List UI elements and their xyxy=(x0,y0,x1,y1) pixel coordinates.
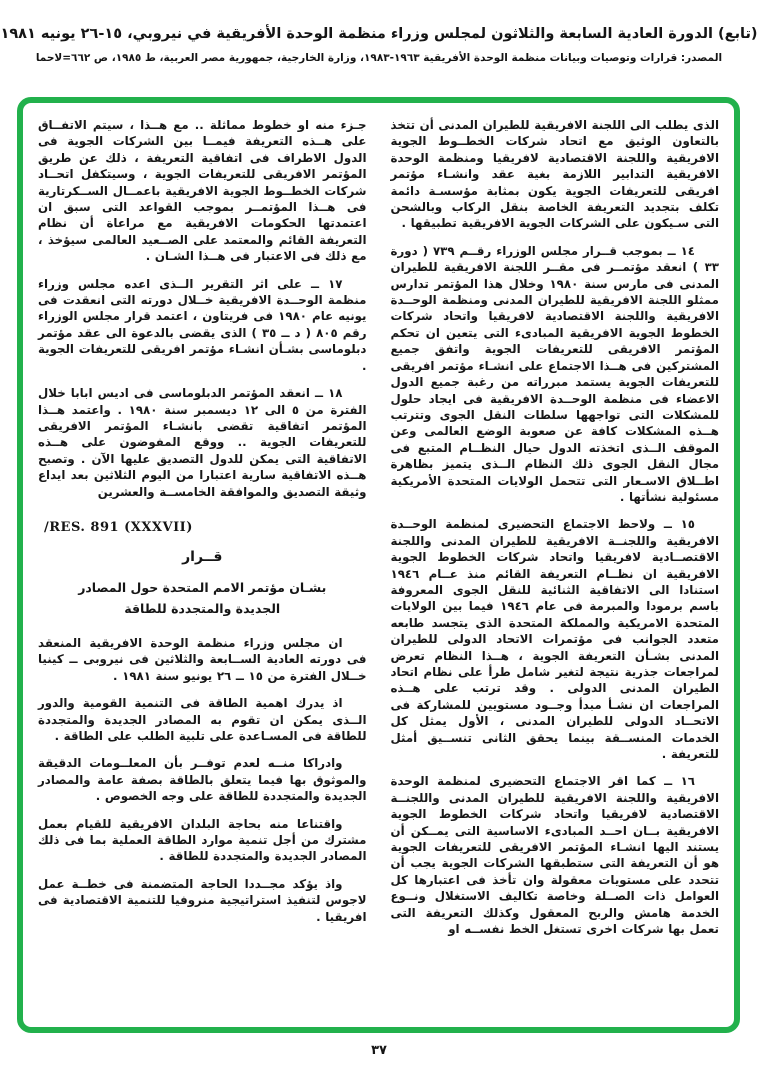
preamble-paragraph: ان مجلس وزراء منظمة الوحدة الافريقية المنعقد فى دورته العادية الســابعة والثلاثين فى نيروبى ــ كينيا خــلال الفترة من ١٥ ــ ٢٦ يونيو سنة ١٩٨١ . xyxy=(38,635,367,683)
green-frame xyxy=(17,97,740,1033)
left-column xyxy=(38,117,367,1027)
source-citation: المصدر: قرارات وتوصيات وبيانات منظمة الوحدة الأفريقية ١٩٦٣-١٩٨٣، وزارة الخارجية، جمهورية مصر العربية، ط ١٩٨٥، ص ٦٦٢=لاحما xyxy=(35,52,723,64)
session-title: (تابع) الدورة العادية السابعة والثلاثون لمجلس وزراء منظمة الوحدة الأفريقية في نيروبي، ١٥-٢٦ يونيه ١٩٨١ xyxy=(0,26,758,42)
decision-title: قــرار xyxy=(182,548,223,565)
decision-heading xyxy=(38,549,367,619)
paragraph-16: ١٦ ــ كما اقر الاجتماع التحضيرى لمنظمة الوحدة الافريقية واللجنة الافريقية للطيران المدنى واللجنــة الاقتصادية لافريقيا واتحاد شركات الخطوط الجوية الافريقية بــان احــد المبادىء الاساسية التى يمــكن أن يستند اليها انشـاء المؤتمر الافريقى للتعريفات الجوية هو أن التعريفة التى ستطبقها الشركات الجوية يجب أن تتحدد على مستويات معقولة وان تأخذ فى اعتبارها كل العوامل ذات الصــلة وخاصة تكاليف الاستغلال ونــوع الخدمة هامش والربح المعقول وكذلك التعريفة التى تعمل بها شركات اخرى تستغل الخط نفســه او xyxy=(390,774,719,937)
paragraph: الذى يطلب الى اللجنة الافريقية للطيران المدنى أن تتخذ بالتعاون الوثيق مع اتحاد شركات الخطــوط الجوية الافريقية واللجنة الاقتصادية لافريقيا ومنظمة الوحدة الافريقية التدابير اللازمة بغية عقد وانشـاء مؤتمر افريقى للتعريفات الجوية يكون بمثابة مؤسسـة دائمة تكلف بتجديد التعريفة الخاصة بنقل الركاب وبالشحن التى سـيكون على الشركات الجوية الافريقية تطبيقها . xyxy=(390,118,719,231)
preamble-paragraph: واذ يؤكد مجــددا الحاجة المتضمنة فى خطــة عمل لاجوس لتنفيذ استراتيجية منروفيا للتنمية الاقتصادية فى افريقيا . xyxy=(38,876,367,924)
preamble-paragraph: وادراكا منــه لعدم توفــر بأن المعلــومات الدقيقة والموثوق بها فيما يتعلق بالطاقة بصفة عامة والمصادر الجديدة والمتجددة للطاقة على وجه الخصوص . xyxy=(38,756,367,804)
paragraph-17: ١٧ ــ على اثر التقرير الــذى اعده مجلس وزراء منظمة الوحــدة الافريقية خــلال دورته التى انعقدت فى يونيه عام ١٩٨٠ فى فريتاون ، اعتمد قرار مجلس الوزراء رقم ٨٠٥ ( د ــ ٣٥ ) الذى يقضى بالدعوة الى عقد مؤتمر دبلوماسى بشـأن انشـاء مؤتمر افريقى للتعريفات الجوية . xyxy=(38,276,367,373)
paragraph: جـزء منه او خطوط مماثلة .. مع هــذا ، سيتم الاتفــاق على هــذه التعريفة فيمــا بين الشركات الجوية فى الدول الاطراف فى اتفاقية التعريفة ، ذلك عن طريق المؤتمر الافريقى للتعريفات الجوية ، وسيتكفل اتحــاد شركات الخطــوط الجوية الافريقية باعمــال الســكرتارية فى هــذا المؤتمــر بموجب القواعد التى سبق ان اعتمدتها الحكومات الافريقية مع مراعاة أن نظام التعريفة القائم والمعتمد على الصــعيد العالمى سيؤخذ ، مع ذلك فى الاعتبار فى هــذا الشـان . xyxy=(38,118,367,264)
page-header xyxy=(0,26,758,64)
resolution-reference: /RES. 891 (XXXVII) xyxy=(44,519,193,535)
paragraph-14: ١٤ ــ بموجب قــرار مجلس الوزراء رقــم ٧٣٩ ( دورة ٣٣ ) انعقد مؤتمــر فى مقــر اللجنة الافريقية للطيران المدنى فى مارس سنة ١٩٨٠ وخلال هذا المؤتمر تدارس ممثلو اللجنة الافريقية للطيران المدنى ومنظمة الوحــدة الافريقية واللجنة الاقتصادية لافريقيا واتحاد شركات الخطوط الجوية الافريقية المبادىء التى يتعين ان تحكم المؤتمر الافريقى للتعريفات الجوية واتفق جميع المشتركين فى هــذا الاجتماع على انشـاء مؤتمر افريقى للتعريفات الجوية يستمد مبرراته من رغبة جميع الدول الاعضاء فى منظمة الوحــدة الافريقية فى ايجاد حلول للمشكلات التى تواجهها سلطات النقل الجوى وتترتب هــذه المشكلات كافة عن صعوبة الوضع العالمى وعن الموقف الــذى اتخذته الدول حيال النظــام المتبع فى مجال النقل الجوى ذلك النظام الــذى يتميز بظاهرة اطــلاق الاسـعار التى تتحمل الولايات المتحدة الأمريكية مسئولية نشأتها . xyxy=(390,243,719,504)
two-column-text xyxy=(38,117,719,1027)
paragraph-15: ١٥ ــ ولاحظ الاجتماع التحضيرى لمنظمة الوحــدة الافريقية واللجنــة الافريقية للطيران المدنى واللجنة الاقتصــادية لافريقيا واتحاد شركات الخطوط الجوية الافريقية ان نظــام التعريفة القائم منذ عــام ١٩٤٦ استنادا الى الاتفاقية الثنائية للنقل الجوى المعروفة باسم برمودا والمبرمة فى عام ١٩٤٦ فيما بين الولايات المتحدة الامريكية والمملكة المتحدة الذى يتجسد طابعه متعدد الجوانب فى مؤتمرات الاتحاد الدولى للطيران المدنى بشـأن التعريفة الجوية ، هــذا النظام تعرض لمراجعات جذرية نتيجة لتغير شامل طرأ على نظام اتحاد الطيران المدنى الدولى . وقد ترتب على هــذه المراجعات ان نشـأ مبدأ وجــود مستويين للمشاركة فى الاتحــاد الدولى للطيران المدنى ، الأول يمثل كل الخدمات المنســقة بينما يحقق الثانى تنســيق أمثل للتعريفة . xyxy=(390,517,719,762)
paragraph-18: ١٨ ــ انعقد المؤتمر الدبلوماسى فى اديس ابابا خلال الفترة من ٥ الى ١٢ ديسمبر سنة ١٩٨٠ . واعتمد هــذا المؤتمر اتفاقية تقضى بانشـاء المؤتمر الافريقى للتعريفات الجوية .. ووقع المفوضون على هــذه الاتفاقية التى يمكن للدول التصديق عليها الآن . وتصبح هــذه الاتفاقية سارية اعتبارا من اليوم الثلاثين بعد ايداع وثيقة التصديق والموافقة الخامســة والعشرين xyxy=(38,386,367,499)
decision-subtitle-line2: الجديدة والمتجددة للطاقة xyxy=(124,600,281,616)
preamble-paragraph: اذ يدرك اهمية الطاقة فى التنمية القومية والدور الــذى يمكن ان تقوم به المصادر الجديدة والمتجددة للطاقة فى المسـاعدة على تلبية الطلب على الطاقة . xyxy=(38,696,367,743)
right-column xyxy=(391,117,720,1027)
preamble-paragraph: واقتناعا منه بحاجة البلدان الافريقية للقيام بعمل مشترك من أجل تنمية موارد الطاقة العملية بما فى ذلك المصادر الجديدة والمتجددة للطاقة . xyxy=(38,816,367,864)
page-number: ٣٧ xyxy=(371,1043,387,1058)
decision-subtitle-line1: بشـان مؤتمر الامم المتحدة حول المصادر xyxy=(78,579,327,595)
